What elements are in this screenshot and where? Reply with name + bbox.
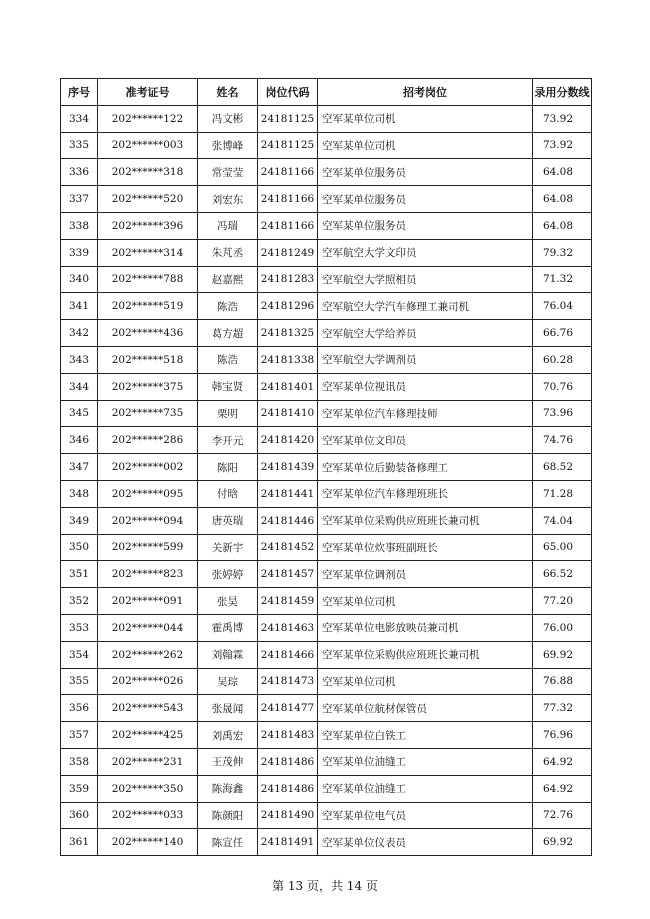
cell-post: 空军某单位仪表员 (318, 829, 533, 856)
cell-name: 陈浩 (198, 293, 258, 320)
table-row (61, 186, 592, 213)
cell-name: 栗明 (198, 400, 258, 427)
cell-exam-id: 202******122 (98, 105, 198, 132)
cell-post: 空军某单位视讯员 (318, 373, 533, 400)
table-row (61, 507, 592, 534)
cell-post: 空军某单位司机 (318, 668, 533, 695)
cell-seq: 335 (61, 132, 98, 159)
cell-exam-id: 202******003 (98, 132, 198, 159)
cell-post: 空军某单位司机 (318, 132, 533, 159)
cell-post-code: 24181446 (258, 507, 318, 534)
cell-score: 73.96 (533, 400, 592, 427)
cell-seq: 358 (61, 748, 98, 775)
cell-seq: 361 (61, 829, 98, 856)
cell-name: 关新宇 (198, 534, 258, 561)
cell-seq: 359 (61, 775, 98, 802)
cell-exam-id: 202******599 (98, 534, 198, 561)
cell-post-code: 24181441 (258, 480, 318, 507)
cell-post: 空军某单位电影放映员兼司机 (318, 614, 533, 641)
cell-exam-id: 202******286 (98, 427, 198, 454)
header-score: 录用分数线 (533, 79, 592, 106)
table-row (61, 802, 592, 829)
table-row (61, 159, 592, 186)
cell-exam-id: 202******788 (98, 266, 198, 293)
cell-post-code: 24181401 (258, 373, 318, 400)
cell-seq: 349 (61, 507, 98, 534)
cell-exam-id: 202******318 (98, 159, 198, 186)
cell-score: 74.76 (533, 427, 592, 454)
cell-name: 付晗 (198, 480, 258, 507)
cell-name: 刘翰霖 (198, 641, 258, 668)
table-row (61, 641, 592, 668)
cell-post-code: 24181477 (258, 695, 318, 722)
cell-name: 陈阳 (198, 454, 258, 481)
cell-exam-id: 202******044 (98, 614, 198, 641)
table-row (61, 266, 592, 293)
header-post: 招考岗位 (318, 79, 533, 106)
cell-score: 71.32 (533, 266, 592, 293)
cell-seq: 354 (61, 641, 98, 668)
cell-post-code: 24181466 (258, 641, 318, 668)
cell-name: 冯文彬 (198, 105, 258, 132)
cell-name: 张晟闻 (198, 695, 258, 722)
cell-seq: 343 (61, 346, 98, 373)
cell-score: 64.08 (533, 212, 592, 239)
cell-name: 张博峰 (198, 132, 258, 159)
cell-exam-id: 202******094 (98, 507, 198, 534)
cell-post: 空军某单位航材保管员 (318, 695, 533, 722)
table-row (61, 212, 592, 239)
cell-post-code: 24181338 (258, 346, 318, 373)
cell-exam-id: 202******735 (98, 400, 198, 427)
cell-score: 60.28 (533, 346, 592, 373)
cell-name: 张昊 (198, 588, 258, 615)
cell-exam-id: 202******519 (98, 293, 198, 320)
table-row (61, 320, 592, 347)
cell-seq: 357 (61, 722, 98, 749)
cell-score: 73.92 (533, 105, 592, 132)
cell-name: 刘禹宏 (198, 722, 258, 749)
cell-name: 唐英瑞 (198, 507, 258, 534)
cell-score: 64.08 (533, 186, 592, 213)
cell-exam-id: 202******091 (98, 588, 198, 615)
cell-name: 陈颜阳 (198, 802, 258, 829)
cell-seq: 355 (61, 668, 98, 695)
cell-score: 68.52 (533, 454, 592, 481)
cell-post: 空军某单位油缝工 (318, 775, 533, 802)
cell-exam-id: 202******375 (98, 373, 198, 400)
cell-seq: 352 (61, 588, 98, 615)
admission-table (60, 78, 592, 856)
table-row (61, 614, 592, 641)
cell-exam-id: 202******140 (98, 829, 198, 856)
cell-post: 空军某单位司机 (318, 105, 533, 132)
table-row (61, 239, 592, 266)
cell-post-code: 24181410 (258, 400, 318, 427)
cell-seq: 350 (61, 534, 98, 561)
cell-post: 空军航空大学汽车修理工兼司机 (318, 293, 533, 320)
cell-score: 64.08 (533, 159, 592, 186)
cell-post: 空军某单位采购供应班班长兼司机 (318, 507, 533, 534)
cell-name: 张婷婷 (198, 561, 258, 588)
cell-post-code: 24181166 (258, 186, 318, 213)
cell-score: 76.96 (533, 722, 592, 749)
table-row (61, 132, 592, 159)
cell-seq: 336 (61, 159, 98, 186)
table-row (61, 534, 592, 561)
cell-name: 陈浩 (198, 346, 258, 373)
table-header-row (61, 79, 592, 106)
cell-exam-id: 202******436 (98, 320, 198, 347)
cell-seq: 344 (61, 373, 98, 400)
table-row (61, 775, 592, 802)
cell-exam-id: 202******026 (98, 668, 198, 695)
cell-post: 空军某单位服务员 (318, 212, 533, 239)
table-row (61, 695, 592, 722)
cell-post: 空军某单位调剂员 (318, 561, 533, 588)
cell-seq: 356 (61, 695, 98, 722)
cell-seq: 338 (61, 212, 98, 239)
cell-seq: 342 (61, 320, 98, 347)
cell-name: 王茂伸 (198, 748, 258, 775)
cell-seq: 348 (61, 480, 98, 507)
cell-seq: 345 (61, 400, 98, 427)
cell-score: 69.92 (533, 641, 592, 668)
cell-exam-id: 202******314 (98, 239, 198, 266)
cell-exam-id: 202******823 (98, 561, 198, 588)
cell-score: 73.92 (533, 132, 592, 159)
table-row (61, 400, 592, 427)
table-row (61, 561, 592, 588)
cell-post-code: 24181457 (258, 561, 318, 588)
cell-exam-id: 202******396 (98, 212, 198, 239)
cell-post: 空军某单位采购供应班班长兼司机 (318, 641, 533, 668)
table-row (61, 588, 592, 615)
cell-name: 陈海鑫 (198, 775, 258, 802)
cell-post: 空军某单位汽车修理技师 (318, 400, 533, 427)
cell-score: 77.20 (533, 588, 592, 615)
header-name: 姓名 (198, 79, 258, 106)
header-seq: 序号 (61, 79, 98, 106)
table-row (61, 373, 592, 400)
cell-score: 69.92 (533, 829, 592, 856)
table-row (61, 829, 592, 856)
cell-post-code: 24181166 (258, 159, 318, 186)
cell-post-code: 24181420 (258, 427, 318, 454)
cell-exam-id: 202******518 (98, 346, 198, 373)
cell-post-code: 24181486 (258, 748, 318, 775)
table-row (61, 748, 592, 775)
cell-exam-id: 202******543 (98, 695, 198, 722)
cell-exam-id: 202******520 (98, 186, 198, 213)
cell-exam-id: 202******095 (98, 480, 198, 507)
cell-name: 冯瑞 (198, 212, 258, 239)
table-row (61, 454, 592, 481)
cell-post: 空军航空大学给养员 (318, 320, 533, 347)
cell-score: 70.76 (533, 373, 592, 400)
cell-post: 空军某单位油缝工 (318, 748, 533, 775)
cell-score: 76.04 (533, 293, 592, 320)
cell-score: 76.88 (533, 668, 592, 695)
cell-post-code: 24181296 (258, 293, 318, 320)
cell-name: 韩宝贤 (198, 373, 258, 400)
cell-exam-id: 202******231 (98, 748, 198, 775)
cell-seq: 351 (61, 561, 98, 588)
cell-post: 空军某单位司机 (318, 588, 533, 615)
cell-name: 刘宏东 (198, 186, 258, 213)
cell-post: 空军某单位白铁工 (318, 722, 533, 749)
cell-score: 64.92 (533, 775, 592, 802)
page-footer: 第 13 页，共 14 页 (272, 879, 378, 893)
cell-post: 空军某单位汽车修理班班长 (318, 480, 533, 507)
cell-seq: 346 (61, 427, 98, 454)
cell-exam-id: 202******033 (98, 802, 198, 829)
cell-post-code: 24181491 (258, 829, 318, 856)
cell-post-code: 24181473 (258, 668, 318, 695)
cell-exam-id: 202******425 (98, 722, 198, 749)
cell-score: 66.52 (533, 561, 592, 588)
cell-score: 71.28 (533, 480, 592, 507)
cell-post-code: 24181483 (258, 722, 318, 749)
cell-post: 空军某单位服务员 (318, 186, 533, 213)
cell-seq: 360 (61, 802, 98, 829)
cell-score: 65.00 (533, 534, 592, 561)
cell-score: 79.32 (533, 239, 592, 266)
cell-post-code: 24181249 (258, 239, 318, 266)
header-exam-id: 准考证号 (98, 79, 198, 106)
cell-name: 常莹莹 (198, 159, 258, 186)
header-post-code: 岗位代码 (258, 79, 318, 106)
cell-score: 76.00 (533, 614, 592, 641)
cell-seq: 341 (61, 293, 98, 320)
table-body (61, 105, 592, 855)
cell-name: 陈宣任 (198, 829, 258, 856)
cell-post: 空军某单位服务员 (318, 159, 533, 186)
cell-score: 74.04 (533, 507, 592, 534)
cell-score: 72.76 (533, 802, 592, 829)
cell-name: 葛方超 (198, 320, 258, 347)
cell-seq: 353 (61, 614, 98, 641)
table-row (61, 427, 592, 454)
cell-post-code: 24181490 (258, 802, 318, 829)
cell-post-code: 24181439 (258, 454, 318, 481)
cell-post-code: 24181486 (258, 775, 318, 802)
cell-score: 77.32 (533, 695, 592, 722)
cell-exam-id: 202******350 (98, 775, 198, 802)
cell-name: 霍禹博 (198, 614, 258, 641)
cell-seq: 339 (61, 239, 98, 266)
table-row (61, 105, 592, 132)
cell-seq: 347 (61, 454, 98, 481)
table-row (61, 722, 592, 749)
cell-name: 李开元 (198, 427, 258, 454)
cell-post-code: 24181125 (258, 105, 318, 132)
cell-post: 空军某单位文印员 (318, 427, 533, 454)
table-row (61, 480, 592, 507)
table-row (61, 668, 592, 695)
cell-post-code: 24181325 (258, 320, 318, 347)
table-row (61, 346, 592, 373)
cell-name: 朱芃丞 (198, 239, 258, 266)
cell-post: 空军航空大学文印员 (318, 239, 533, 266)
cell-exam-id: 202******262 (98, 641, 198, 668)
cell-post: 空军航空大学照相员 (318, 266, 533, 293)
cell-seq: 334 (61, 105, 98, 132)
cell-score: 64.92 (533, 748, 592, 775)
cell-post-code: 24181463 (258, 614, 318, 641)
cell-post-code: 24181459 (258, 588, 318, 615)
cell-score: 66.76 (533, 320, 592, 347)
cell-seq: 340 (61, 266, 98, 293)
table-row (61, 293, 592, 320)
cell-post-code: 24181166 (258, 212, 318, 239)
cell-name: 赵嘉熙 (198, 266, 258, 293)
cell-name: 吴琮 (198, 668, 258, 695)
cell-post: 空军某单位电气员 (318, 802, 533, 829)
cell-post-code: 24181452 (258, 534, 318, 561)
cell-seq: 337 (61, 186, 98, 213)
cell-post-code: 24181125 (258, 132, 318, 159)
cell-exam-id: 202******002 (98, 454, 198, 481)
cell-post: 空军某单位炊事班副班长 (318, 534, 533, 561)
cell-post: 空军航空大学调剂员 (318, 346, 533, 373)
cell-post-code: 24181283 (258, 266, 318, 293)
cell-post: 空军某单位后勤装备修理工 (318, 454, 533, 481)
